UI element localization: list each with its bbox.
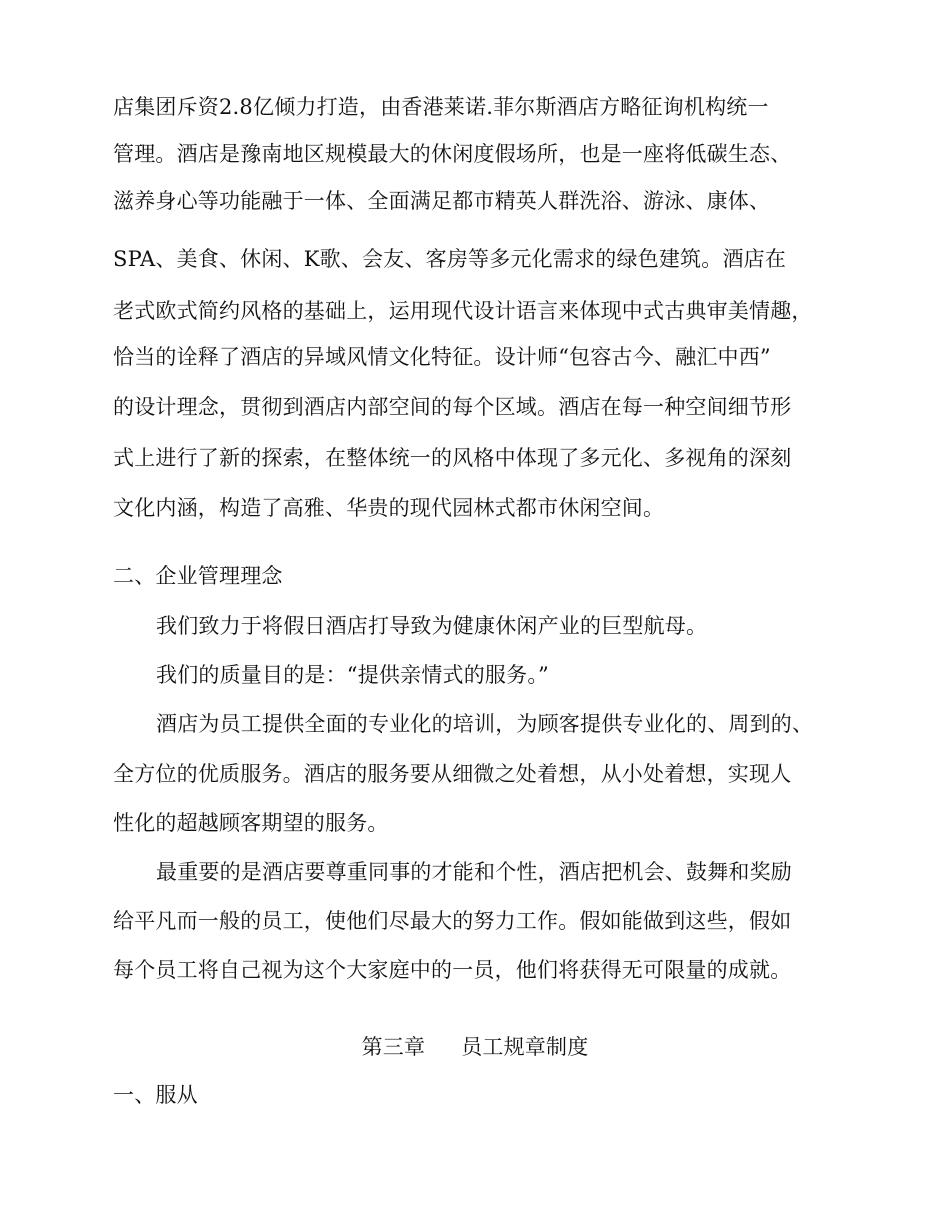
paragraph-line: 式上进行了新的探索，在整体统一的风格中体现了多元化、多视角的深刻 — [113, 446, 792, 470]
section-heading-management-philosophy: 二、企业管理理念 — [113, 564, 283, 588]
paragraph-mission: 我们致力于将假日酒店打导致为健康休闲产业的巨型航母。 — [156, 614, 708, 638]
chapter-title — [0, 1032, 950, 1062]
paragraph-line: 老式欧式简约风格的基础上，运用现代设计语言来体现中式古典审美情趣， — [113, 299, 813, 323]
paragraph-line: 滋养身心等功能融于一体、全面满足都市精英人群洗浴、游泳、康体、 — [113, 189, 771, 213]
paragraph-line: 管理。酒店是豫南地区规模最大的休闲度假场所，也是一座将低碳生态、 — [113, 142, 792, 166]
paragraph-line: 给平凡而一般的员工，使他们尽最大的努力工作。假如能做到这些，假如 — [113, 909, 792, 933]
paragraph-line: 最重要的是酒店要尊重同事的才能和个性，酒店把机会、鼓舞和奖励 — [156, 860, 792, 884]
paragraph-line: 的设计理念，贯彻到酒店内部空间的每个区域。酒店在每一种空间细节形 — [113, 395, 792, 419]
paragraph-line: 全方位的优质服务。酒店的服务要从细微之处着想，从小处着想，实现人 — [113, 762, 792, 786]
paragraph-line: 店集团斥资2.8亿倾力打造，由香港莱诺.菲尔斯酒店方略征询机构统一 — [113, 95, 769, 119]
paragraph-line: 酒店为员工提供全面的专业化的培训，为顾客提供专业化的、周到的、 — [156, 712, 814, 736]
chapter-name: 员工规章制度 — [461, 1035, 589, 1059]
paragraph-line: 每个员工将自己视为这个大家庭中的一员，他们将获得无可限量的成就。 — [113, 958, 792, 982]
paragraph-line: 恰当的诠释了酒店的异域风情文化特征。设计师“包容古今、融汇中西” — [113, 345, 771, 369]
section-heading-obedience: 一、服从 — [113, 1083, 198, 1107]
paragraph-quality-goal: 我们的质量目的是：“提供亲情式的服务。” — [156, 663, 549, 687]
paragraph-line: SPA、美食、休闲、K歌、会友、客房等多元化需求的绿色建筑。酒店在 — [113, 247, 787, 271]
chapter-number: 第三章 — [361, 1035, 426, 1059]
paragraph-line: 文化内涵，构造了高雅、华贵的现代园林式都市休闲空间。 — [113, 496, 665, 520]
paragraph-line: 性化的超越顾客期望的服务。 — [113, 811, 389, 835]
